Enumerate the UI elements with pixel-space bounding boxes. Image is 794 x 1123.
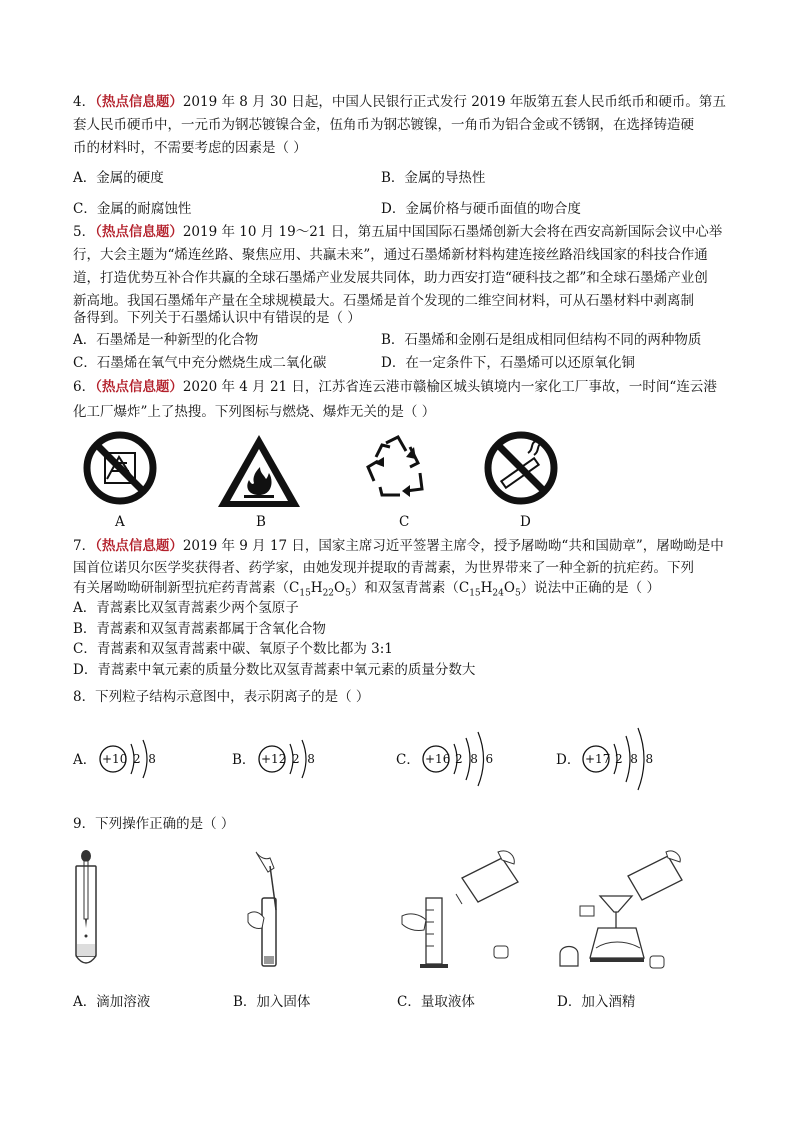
q4-option-d: D．金属价格与硬币面值的吻合度 <box>381 201 581 217</box>
hot-topic-tag: （热点信息题） <box>95 538 183 554</box>
atom-d-label: D． <box>556 752 581 768</box>
q7-option-d: D．青蒿素中氧元素的质量分数比双氢青蒿素中氧元素的质量分数大 <box>73 662 476 678</box>
icon-label-a: A <box>115 514 125 530</box>
adding-alcohol-illustration <box>556 848 686 976</box>
measuring-liquid-illustration <box>398 848 520 970</box>
q5-option-d: D．在一定条件下，石墨烯可以还原氧化铜 <box>381 355 635 371</box>
q4-option-b: B．金属的导热性 <box>381 170 486 186</box>
q5-line2: 行，大会主题为“烯连丝路、聚焦应用、共赢未来”，通过石墨烯新材料构建连接丝路沿线国家的科技合作通 <box>73 247 708 263</box>
q5-line5: 备得到。下列关于石墨烯认识中有错误的是（ ） <box>73 310 361 326</box>
q5-option-b: B．石墨烯和金刚石是组成相同但结构不同的两种物质 <box>381 332 702 348</box>
flammable-warning-icon <box>214 431 304 511</box>
icon-label-d: D <box>520 514 531 530</box>
atom-c-label: C． <box>396 752 420 768</box>
q7-option-b: B．青蒿素和双氢青蒿素都属于含氧化合物 <box>73 621 326 637</box>
atom-a-shells: 2 8 <box>133 752 156 766</box>
q4-line3: 币的材料时，不需要考虑的因素是（ ） <box>73 140 307 156</box>
q9-option-b: B．加入固体 <box>233 994 311 1010</box>
q4-option-a: A．金属的硬度 <box>73 170 164 186</box>
q4-option-c: C．金属的耐腐蚀性 <box>73 201 192 217</box>
q6-line2: 化工厂爆炸”上了热搜。下列图标与燃烧、爆炸无关的是（ ） <box>73 404 436 420</box>
atom-a-label: A． <box>73 752 97 768</box>
q6-line1: 6．（热点信息题）2020 年 4 月 21 日，江苏省连云港市赣榆区城头镇境内一家化工厂事故，一时间“连云港 <box>73 379 717 395</box>
recycling-icon <box>362 433 434 503</box>
atom-d-nucleus: +17 <box>585 752 611 766</box>
q7-line2: 国首位诺贝尔医学奖获得者、药学家，由她发现并提取的青蒿素，为世界带来了一种全新的抗疟药。下列 <box>73 560 694 576</box>
adding-solid-illustration <box>246 848 296 970</box>
q9-option-a: A．滴加溶液 <box>73 994 151 1010</box>
q4-line1: 4．（热点信息题）2019 年 8 月 30 日起，中国人民银行正式发行 2019 年版第五套人民币纸币和硬币。第五 <box>73 94 726 110</box>
icon-label-b: B <box>256 514 266 530</box>
hot-topic-tag: （热点信息题） <box>95 379 183 395</box>
q5-line3: 道，打造优势互补合作共赢的全球石墨烯产业发展共同体，助力西安打造“硬科技之都”和全球石墨烯产业创 <box>73 270 708 286</box>
hot-topic-tag: （热点信息题） <box>95 94 183 110</box>
q7-option-c: C．青蒿素和双氢青蒿素中碳、氧原子个数比都为 3:1 <box>73 641 393 657</box>
q5-option-c: C．石墨烯在氧气中充分燃烧生成二氧化碳 <box>73 355 327 371</box>
q7-line3: 有关屠呦呦研制新型抗疟药青蒿素$(C_{15}H_{22}O_5)$和双氢青蒿素$(C_{15}H_{24}O_5)$说法中正确的是（ ） <box>73 580 660 599</box>
q9-option-d: D．加入酒精 <box>557 994 636 1010</box>
hot-topic-tag: （热点信息题） <box>95 224 183 240</box>
q5-option-a: A．石墨烯是一种新型的化合物 <box>73 332 259 348</box>
atom-a-nucleus: +10 <box>102 752 128 766</box>
q7-option-a: A．青蒿素比双氢青蒿素少两个氢原子 <box>73 600 299 616</box>
q5-line1: 5．（热点信息题）2019 年 10 月 19～21 日，第五届中国国际石墨烯创新大会将在西安高新国际会议中心举 <box>73 224 723 240</box>
atom-c-nucleus: +16 <box>425 752 451 766</box>
dropping-solution-illustration <box>66 848 106 970</box>
icon-label-c: C <box>399 514 410 530</box>
no-stacking-flammables-icon <box>83 431 157 505</box>
atom-d-shells: 2 8 8 <box>615 752 654 766</box>
q7-line1: 7．（热点信息题）2019 年 9 月 17 日，国家主席习近平签署主席令，授予屠呦呦“共和国勋章”，屠呦呦是中 <box>73 538 724 554</box>
q9-option-c: C．量取液体 <box>397 994 475 1010</box>
atom-c-shells: 2 8 6 <box>455 752 494 766</box>
q4-line2: 套人民币硬币中，一元币为钢芯镀镍合金，伍角币为钢芯镀镍，一角币为铝合金或不锈钢，在选择铸造硬 <box>73 117 694 133</box>
q9-title: 9．下列操作正确的是（ ） <box>73 816 235 832</box>
atom-b-nucleus: +12 <box>261 752 287 766</box>
q8-title: 8．下列粒子结构示意图中，表示阴离子的是（ ） <box>73 689 370 705</box>
atom-b-label: B． <box>232 752 256 768</box>
atom-b-shells: 2 8 <box>292 752 315 766</box>
q5-line4: 新高地。我国石墨烯年产量在全球规模最大。石墨烯是首个发现的二维空间材料，可从石墨材料中剥离制 <box>73 293 694 309</box>
no-smoking-icon <box>484 431 558 505</box>
